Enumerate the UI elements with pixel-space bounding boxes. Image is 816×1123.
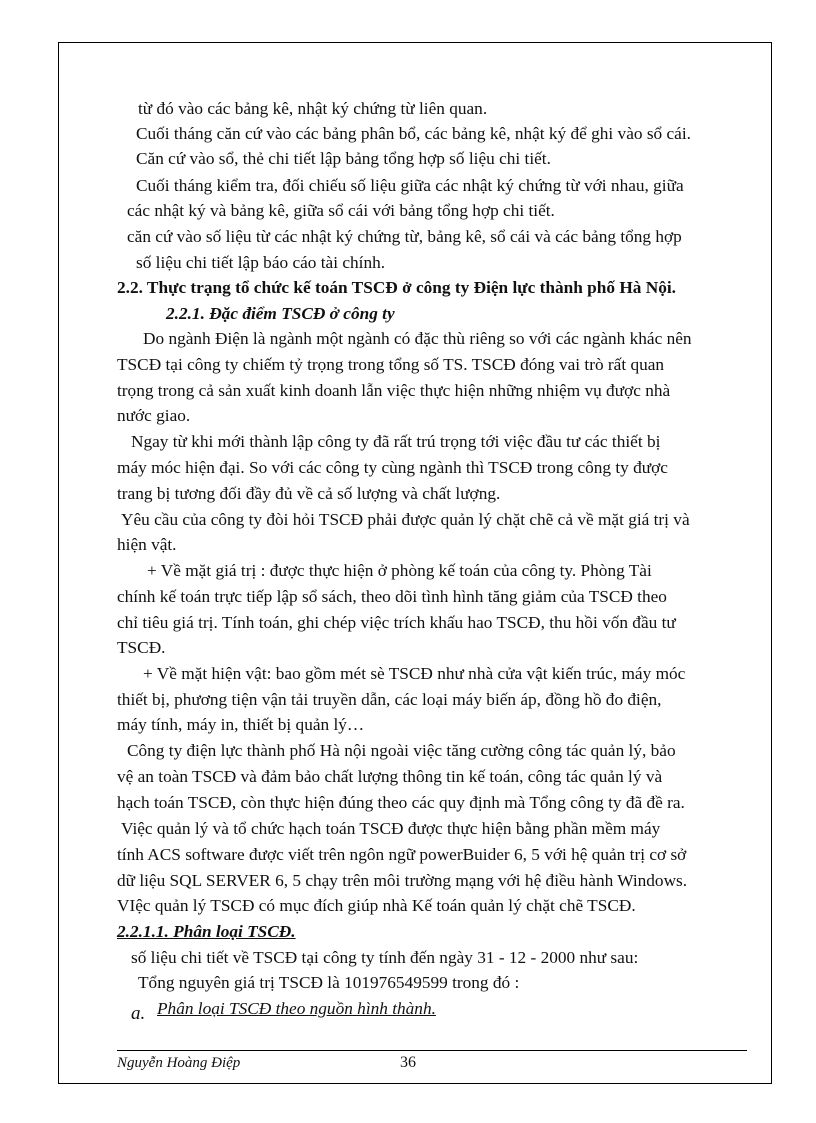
body-line: số liệu chi tiết lập báo cáo tài chính. (136, 253, 386, 272)
subsub-heading: 2.2.1.1. Phân loại TSCĐ. (117, 922, 296, 941)
body-line: + Về mặt hiện vật: bao gồm mét sè TSCĐ như nhà cửa vật kiến trúc, máy móc (143, 664, 686, 683)
body-line: thiết bị, phương tiện vận tải truyền dẫn, các loại máy biến áp, đồng hồ đo điện, (117, 690, 662, 709)
body-line: máy móc hiện đại. So với các công ty cùng ngành thì TSCĐ trong công ty được (117, 458, 668, 477)
footer-divider (117, 1050, 747, 1051)
body-line: căn cứ vào số liệu từ các nhật ký chứng từ, bảng kê, sổ cái và các bảng tổng hợp (127, 227, 682, 246)
body-line: vệ an toàn TSCĐ và đảm bảo chất lượng thông tin kế toán, công tác quản lý và (117, 767, 663, 786)
body-line: từ đó vào các bảng kê, nhật ký chứng từ liên quan. (138, 99, 488, 118)
body-line: trọng trong cả sản xuất kinh doanh lẫn việc thực hiện những nhiệm vụ được nhà (117, 381, 671, 400)
list-item-text: Phân loại TSCĐ theo nguồn hình thành. (157, 999, 436, 1018)
body-line: Việc quản lý và tổ chức hạch toán TSCĐ được thực hiện bằng phần mềm máy (121, 819, 661, 838)
body-line: Yêu cầu của công ty đòi hỏi TSCĐ phải được quản lý chặt chẽ cả về mặt giá trị và (121, 510, 690, 529)
section-heading: 2.2. Thực trạng tổ chức kế toán TSCĐ ở công ty Điện lực thành phố Hà Nội. (117, 278, 677, 297)
body-line: máy tính, máy in, thiết bị quản lý… (117, 715, 365, 734)
body-line: Ngay từ khi mới thành lập công ty đã rất trú trọng tới việc đầu tư các thiết bị (131, 432, 661, 451)
body-line: dữ liệu SQL SERVER 6, 5 chạy trên môi trường mạng với hệ điều hành Windows. (117, 871, 688, 890)
list-marker: a. (131, 1003, 146, 1024)
body-line: TSCĐ tại công ty chiếm tỷ trọng trong tổng số TS. TSCĐ đóng vai trò rất quan (117, 355, 665, 374)
page-number: 36 (400, 1054, 416, 1071)
subsection-heading: 2.2.1. Đặc điểm TSCĐ ở công ty (166, 304, 395, 323)
body-line: Do ngành Điện là ngành một ngành có đặc thù riêng so với các ngành khác nên (143, 329, 692, 348)
body-line: hiện vật. (117, 535, 177, 554)
body-line: Căn cứ vào sổ, thẻ chi tiết lập bảng tổng hợp số liệu chi tiết. (136, 149, 551, 168)
body-line: Cuối tháng căn cứ vào các bảng phân bổ, các bảng kê, nhật ký để ghi vào sổ cái. (136, 124, 691, 143)
body-line: Công ty điện lực thành phố Hà nội ngoài việc tăng cường công tác quản lý, bảo (127, 741, 676, 760)
body-line: nước giao. (117, 406, 191, 425)
body-line: TSCĐ. (117, 638, 166, 657)
body-line: hạch toán TSCĐ, còn thực hiện đúng theo các quy định mà Tổng công ty đã đề ra. (117, 793, 685, 812)
body-line: số liệu chi tiết về TSCĐ tại công ty tính đến ngày 31 - 12 - 2000 như sau: (131, 948, 639, 967)
body-line: Tổng nguyên giá trị TSCĐ là 101976549599 trong đó : (138, 973, 520, 992)
body-line: + Về mặt giá trị : được thực hiện ở phòng kế toán của công ty. Phòng Tài (147, 561, 652, 580)
body-line: Cuối tháng kiểm tra, đối chiếu số liệu giữa các nhật ký chứng từ với nhau, giữa (136, 176, 684, 195)
body-line: tính ACS software được viết trên ngôn ngữ powerBuider 6, 5 với hệ quản trị cơ sở (117, 845, 687, 864)
body-line: các nhật ký và bảng kê, giữa sổ cái với bảng tổng hợp chi tiết. (127, 201, 555, 220)
body-line: chỉ tiêu giá trị. Tính toán, ghi chép việc trích khấu hao TSCĐ, thu hồi vốn đầu tư (117, 613, 676, 632)
body-line: trang bị tương đối đầy đủ về cả số lượng và chất lượng. (117, 484, 501, 503)
body-line: chính kế toán trực tiếp lập sổ sách, theo dõi tình hình tăng giảm của TSCĐ theo (117, 587, 667, 606)
footer-author: Nguyễn Hoàng Điệp (117, 1055, 241, 1071)
body-line: VIệc quản lý TSCĐ có mục đích giúp nhà Kế toán quản lý chặt chẽ TSCĐ. (117, 896, 636, 915)
